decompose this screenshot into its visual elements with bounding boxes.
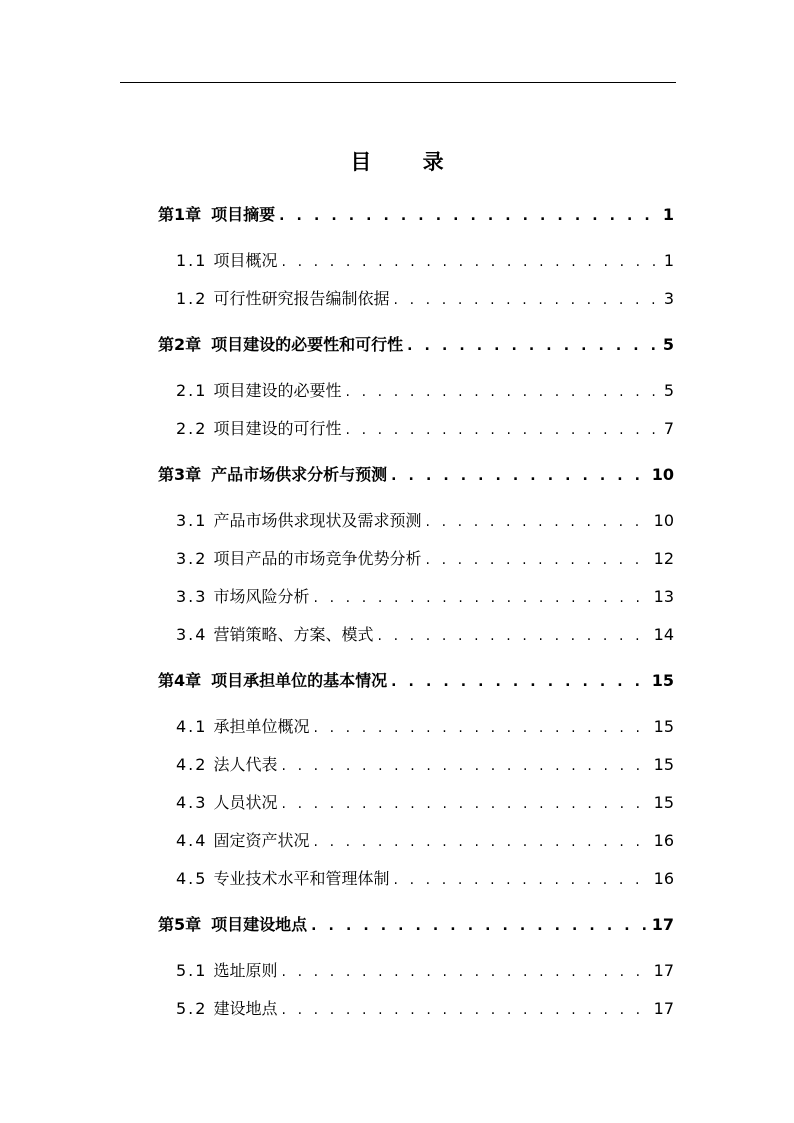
toc-entry-title: 项目建设的必要性和可行性 (211, 335, 404, 354)
toc-dot-leader (281, 964, 649, 980)
toc-section-entry[interactable] (176, 378, 674, 400)
toc-entry-page-number: 13 (653, 587, 674, 606)
toc-dot-leader (313, 590, 649, 606)
toc-entry-page-number: 5 (662, 335, 674, 354)
toc-entry-number: 4.1 (176, 717, 208, 736)
toc-dot-leader (345, 384, 659, 400)
toc-entry-page-number: 10 (653, 511, 674, 530)
toc-entry-number: 3.3 (176, 587, 208, 606)
toc-entry-title: 建设地点 (213, 999, 278, 1018)
toc-dot-leader (281, 758, 649, 774)
toc-entry-page-number: 15 (651, 671, 674, 690)
toc-entry-title: 市场风险分析 (213, 587, 310, 606)
toc-entry-number: 第1章 (158, 205, 202, 224)
toc-entry-title: 项目建设的可行性 (213, 419, 342, 438)
toc-entry-title: 项目概况 (213, 251, 278, 270)
toc-entry-page-number: 3 (663, 289, 674, 308)
toc-section-entry[interactable] (176, 622, 674, 644)
toc-entry-number: 第3章 (158, 465, 202, 484)
toc-chapter-entry[interactable] (158, 332, 674, 354)
toc-entry-title: 法人代表 (213, 755, 278, 774)
toc-chapter-entry[interactable] (158, 462, 674, 484)
toc-entry-number: 3.2 (176, 549, 208, 568)
toc-entry-title: 项目建设地点 (211, 915, 308, 934)
toc-entry-page-number: 5 (663, 381, 674, 400)
toc-entry-number: 5.2 (176, 999, 208, 1018)
toc-entry-title: 固定资产状况 (213, 831, 310, 850)
toc-dot-leader (313, 720, 649, 736)
toc-entry-page-number: 12 (653, 549, 674, 568)
toc-entry-page-number: 17 (653, 961, 674, 980)
toc-dot-leader (393, 292, 659, 308)
toc-entry-title: 选址原则 (213, 961, 278, 980)
toc-entry-page-number: 15 (653, 717, 674, 736)
toc-entry-title: 可行性研究报告编制依据 (213, 289, 390, 308)
toc-dot-leader (313, 834, 649, 850)
toc-entry-title: 项目建设的必要性 (213, 381, 342, 400)
toc-section-entry[interactable] (176, 866, 674, 888)
toc-section-entry[interactable] (176, 714, 674, 736)
toc-entry-title: 承担单位概况 (213, 717, 310, 736)
toc-section-entry[interactable] (176, 546, 674, 568)
toc-section-entry[interactable] (176, 996, 674, 1018)
toc-section-entry[interactable] (176, 584, 674, 606)
toc-entry-number: 第5章 (158, 915, 202, 934)
toc-dot-leader (425, 514, 649, 530)
toc-entry-page-number: 7 (663, 419, 674, 438)
toc-chapter-entry[interactable] (158, 202, 674, 224)
toc-entry-page-number: 17 (653, 999, 674, 1018)
toc-title: 目 录 (350, 150, 466, 174)
toc-section-entry[interactable] (176, 416, 674, 438)
toc-entry-title: 产品市场供求现状及需求预测 (213, 511, 422, 530)
toc-entry-page-number: 15 (653, 793, 674, 812)
toc-dot-leader (407, 338, 659, 354)
toc-section-entry[interactable] (176, 248, 674, 270)
toc-entry-number: 第2章 (158, 335, 202, 354)
toc-dot-leader (281, 796, 649, 812)
header-rule (120, 82, 676, 83)
toc-chapter-entry[interactable] (158, 912, 674, 934)
toc-dot-leader (391, 674, 648, 690)
toc-entry-title: 产品市场供求分析与预测 (211, 465, 388, 484)
toc-entry-number: 2.1 (176, 381, 208, 400)
toc-entry-number: 3.1 (176, 511, 208, 530)
toc-dot-leader (391, 468, 648, 484)
toc-entry-number: 2.2 (176, 419, 208, 438)
toc-section-entry[interactable] (176, 828, 674, 850)
toc-section-entry[interactable] (176, 958, 674, 980)
toc-entry-number: 4.3 (176, 793, 208, 812)
toc-entry-title: 专业技术水平和管理体制 (213, 869, 390, 888)
toc-entry-number: 5.1 (176, 961, 208, 980)
toc-dot-leader (281, 254, 659, 270)
toc-entry-page-number: 16 (653, 831, 674, 850)
toc-dot-leader (425, 552, 649, 568)
toc-entry-title: 人员状况 (213, 793, 278, 812)
toc-entry-page-number: 15 (653, 755, 674, 774)
toc-entry-number: 4.5 (176, 869, 208, 888)
toc-entry-number: 4.4 (176, 831, 208, 850)
toc-section-entry[interactable] (176, 790, 674, 812)
toc-entry-page-number: 16 (653, 869, 674, 888)
toc-entry-number: 3.4 (176, 625, 208, 644)
toc-entry-page-number: 10 (651, 465, 674, 484)
toc-dot-leader (279, 208, 659, 224)
toc-section-entry[interactable] (176, 508, 674, 530)
toc-dot-leader (281, 1002, 649, 1018)
toc-entry-title: 项目产品的市场竞争优势分析 (213, 549, 422, 568)
toc-chapter-entry[interactable] (158, 668, 674, 690)
toc-entry-number: 4.2 (176, 755, 208, 774)
toc-entry-number: 1.1 (176, 251, 208, 270)
toc-dot-leader (311, 918, 648, 934)
toc-entry-number: 1.2 (176, 289, 208, 308)
toc-section-entry[interactable] (176, 752, 674, 774)
toc-entry-page-number: 1 (662, 205, 674, 224)
toc-dot-leader (393, 872, 649, 888)
toc-entry-title: 项目摘要 (211, 205, 276, 224)
toc-entry-page-number: 17 (651, 915, 674, 934)
toc-dot-leader (345, 422, 659, 438)
toc-entry-page-number: 1 (663, 251, 674, 270)
toc-dot-leader (377, 628, 649, 644)
toc-entry-title: 项目承担单位的基本情况 (211, 671, 388, 690)
toc-entry-page-number: 14 (653, 625, 674, 644)
toc-entry-number: 第4章 (158, 671, 202, 690)
toc-entry-title: 营销策略、方案、模式 (213, 625, 374, 644)
toc-section-entry[interactable] (176, 286, 674, 308)
